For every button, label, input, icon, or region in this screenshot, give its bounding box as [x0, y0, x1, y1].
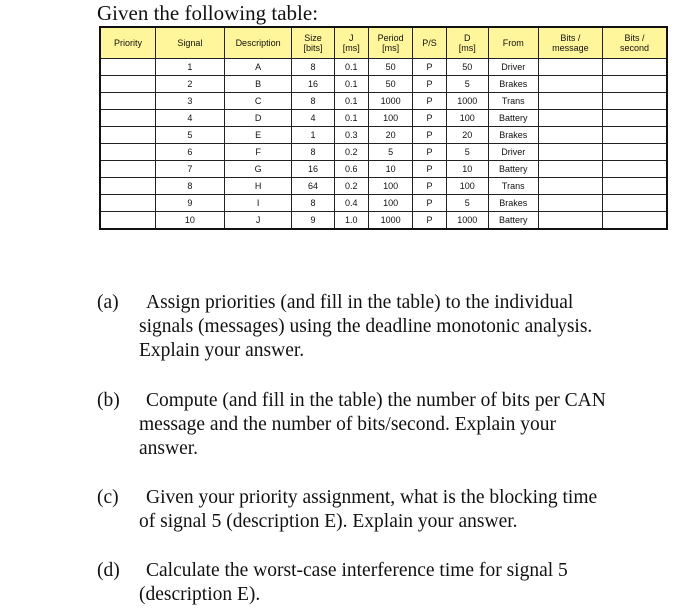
- table-cell: 5: [446, 76, 488, 93]
- column-header: [368, 27, 412, 59]
- table-cell[interactable]: [538, 161, 602, 178]
- column-header-text: P/S: [422, 38, 437, 48]
- table-cell: 0.4: [334, 195, 368, 212]
- table-cell[interactable]: [100, 110, 155, 127]
- column-header-text: [ms]: [382, 43, 400, 53]
- table-cell: 3: [155, 93, 224, 110]
- table-row: [100, 110, 667, 127]
- table-cell: Trans: [488, 178, 538, 195]
- table-cell: Driver: [488, 59, 538, 76]
- column-header-text: [ms]: [342, 43, 360, 53]
- table-cell: P: [413, 195, 446, 212]
- question-text: Calculate the worst-case interference time for signal 5 (description E).: [139, 560, 568, 605]
- column-header: [100, 27, 155, 59]
- table-row: [100, 178, 667, 195]
- signal-table: [99, 26, 668, 230]
- table-cell: 0.2: [334, 144, 368, 161]
- table-row: [100, 161, 667, 178]
- table-cell: 100: [368, 110, 412, 127]
- table-cell: C: [224, 93, 292, 110]
- table-cell: 0.2: [334, 178, 368, 195]
- table-cell[interactable]: [538, 195, 602, 212]
- table-cell: Battery: [488, 212, 538, 230]
- column-header: [413, 27, 446, 59]
- table-cell: 10: [446, 161, 488, 178]
- column-header-text: [ms]: [458, 43, 476, 53]
- question-label: (c): [97, 487, 119, 508]
- table-cell[interactable]: [538, 59, 602, 76]
- column-header: [155, 27, 224, 59]
- table-cell[interactable]: [603, 93, 667, 110]
- column-header-text: From: [502, 38, 524, 48]
- table-cell[interactable]: [603, 161, 667, 178]
- table-cell: 1000: [368, 93, 412, 110]
- column-header-text: [bits]: [303, 43, 323, 53]
- table-cell: 100: [446, 110, 488, 127]
- table-cell: I: [224, 195, 292, 212]
- table-cell[interactable]: [603, 110, 667, 127]
- table-cell: 0.1: [334, 59, 368, 76]
- table-cell[interactable]: [603, 195, 667, 212]
- table-cell[interactable]: [100, 161, 155, 178]
- table-header-row: [100, 27, 667, 59]
- table-cell: 100: [368, 195, 412, 212]
- table-cell: Brakes: [488, 76, 538, 93]
- column-header-text: Priority: [113, 38, 142, 48]
- page-title: Given the following table:: [97, 1, 319, 25]
- table-cell[interactable]: [100, 127, 155, 144]
- table-cell: 6: [155, 144, 224, 161]
- table-cell: 10: [155, 212, 224, 230]
- table-cell: 2: [155, 76, 224, 93]
- table-cell[interactable]: [100, 195, 155, 212]
- column-header-text: J: [349, 33, 354, 43]
- table-row: [100, 195, 667, 212]
- column-header-text: message: [552, 43, 589, 53]
- table-cell: 20: [446, 127, 488, 144]
- table-cell: 8: [292, 59, 334, 76]
- table-cell[interactable]: [538, 127, 602, 144]
- table-row: [100, 59, 667, 76]
- question-text: Given your priority assignment, what is the blocking time of signal 5 (description E). Explain your answer.: [139, 487, 598, 532]
- table-cell: Battery: [488, 161, 538, 178]
- table-cell: 16: [292, 76, 334, 93]
- table-cell: 1.0: [334, 212, 368, 230]
- question-label: (d): [97, 560, 120, 581]
- column-header: [334, 27, 368, 59]
- table-cell[interactable]: [100, 59, 155, 76]
- table-cell: P: [413, 76, 446, 93]
- table-cell: Brakes: [488, 127, 538, 144]
- column-header-text: Period: [377, 33, 404, 43]
- question-label: (b): [97, 390, 120, 411]
- table-row: [100, 144, 667, 161]
- table-cell: 1000: [368, 212, 412, 230]
- table-cell: 50: [368, 59, 412, 76]
- table-row: [100, 93, 667, 110]
- table-cell[interactable]: [538, 212, 602, 230]
- question-c: [97, 486, 617, 532]
- table-row: [100, 212, 667, 230]
- table-cell: Driver: [488, 144, 538, 161]
- table-cell: 7: [155, 161, 224, 178]
- table-cell: H: [224, 178, 292, 195]
- table-cell: 100: [368, 178, 412, 195]
- table-cell: 10: [368, 161, 412, 178]
- table-cell: P: [413, 161, 446, 178]
- column-header: [292, 27, 334, 59]
- table-cell[interactable]: [538, 76, 602, 93]
- table-cell: 8: [292, 195, 334, 212]
- column-header: [224, 27, 292, 59]
- table-cell: 16: [292, 161, 334, 178]
- column-header-text: second: [620, 43, 650, 53]
- table-cell: 0.3: [334, 127, 368, 144]
- question-label: (a): [97, 292, 119, 313]
- table-cell: Brakes: [488, 195, 538, 212]
- table-cell[interactable]: [603, 59, 667, 76]
- table-cell: 1: [292, 127, 334, 144]
- table-cell: 9: [155, 195, 224, 212]
- question-a: [97, 291, 617, 361]
- question-text: Assign priorities (and fill in the table) to the individual signals (messages) using the deadline monotonic analysis. Explain your answer.: [139, 292, 593, 361]
- column-header-text: D: [463, 33, 471, 43]
- table-cell: F: [224, 144, 292, 161]
- table-cell[interactable]: [603, 127, 667, 144]
- table-cell[interactable]: [538, 110, 602, 127]
- table-cell: 5: [446, 195, 488, 212]
- table-cell: 5: [446, 144, 488, 161]
- table-row: [100, 76, 667, 93]
- column-header: [488, 27, 538, 59]
- question-b: [97, 389, 617, 459]
- signal-table-container: [99, 26, 668, 230]
- question-d: [97, 559, 617, 605]
- column-header-text: Bits /: [624, 33, 645, 43]
- column-header-text: Size: [304, 33, 322, 43]
- table-cell: 0.1: [334, 76, 368, 93]
- table-cell: P: [413, 59, 446, 76]
- table-cell: 1000: [446, 212, 488, 230]
- column-header-text: Bits /: [560, 33, 581, 43]
- table-cell: 5: [155, 127, 224, 144]
- table-cell: P: [413, 93, 446, 110]
- table-cell: P: [413, 127, 446, 144]
- table-cell[interactable]: [100, 212, 155, 230]
- table-cell: 5: [368, 144, 412, 161]
- column-header: [538, 27, 602, 59]
- table-cell: 50: [368, 76, 412, 93]
- table-cell: A: [224, 59, 292, 76]
- table-cell: B: [224, 76, 292, 93]
- table-cell: 8: [292, 144, 334, 161]
- column-header-text: Description: [235, 38, 281, 48]
- table-body: [100, 59, 667, 230]
- table-cell[interactable]: [538, 144, 602, 161]
- table-cell: P: [413, 178, 446, 195]
- table-cell: P: [413, 212, 446, 230]
- table-cell: 0.1: [334, 93, 368, 110]
- table-cell: P: [413, 110, 446, 127]
- table-row: [100, 127, 667, 144]
- table-cell: 64: [292, 178, 334, 195]
- table-cell: 100: [446, 178, 488, 195]
- table-cell: 9: [292, 212, 334, 230]
- table-cell: Trans: [488, 93, 538, 110]
- table-cell: Battery: [488, 110, 538, 127]
- column-header: [446, 27, 488, 59]
- table-cell[interactable]: [538, 93, 602, 110]
- table-cell: P: [413, 144, 446, 161]
- table-cell: 8: [155, 178, 224, 195]
- table-cell: J: [224, 212, 292, 230]
- table-cell[interactable]: [603, 212, 667, 230]
- table-cell: E: [224, 127, 292, 144]
- table-cell[interactable]: [603, 76, 667, 93]
- table-cell: 50: [446, 59, 488, 76]
- table-cell[interactable]: [100, 178, 155, 195]
- table-cell: G: [224, 161, 292, 178]
- table-cell: D: [224, 110, 292, 127]
- column-header-text: Signal: [177, 38, 203, 48]
- table-cell[interactable]: [603, 144, 667, 161]
- table-cell: 0.6: [334, 161, 368, 178]
- table-cell: 20: [368, 127, 412, 144]
- table-cell: 8: [292, 93, 334, 110]
- table-cell: 4: [292, 110, 334, 127]
- table-cell[interactable]: [100, 144, 155, 161]
- table-cell: 4: [155, 110, 224, 127]
- table-cell[interactable]: [603, 178, 667, 195]
- column-header: [603, 27, 667, 59]
- question-text: Compute (and fill in the table) the number of bits per CAN message and the number of bits/second. Explain your answer.: [139, 390, 606, 459]
- table-cell[interactable]: [100, 76, 155, 93]
- table-cell: 0.1: [334, 110, 368, 127]
- table-cell[interactable]: [538, 178, 602, 195]
- table-cell: 1: [155, 59, 224, 76]
- table-cell: 1000: [446, 93, 488, 110]
- table-cell[interactable]: [100, 93, 155, 110]
